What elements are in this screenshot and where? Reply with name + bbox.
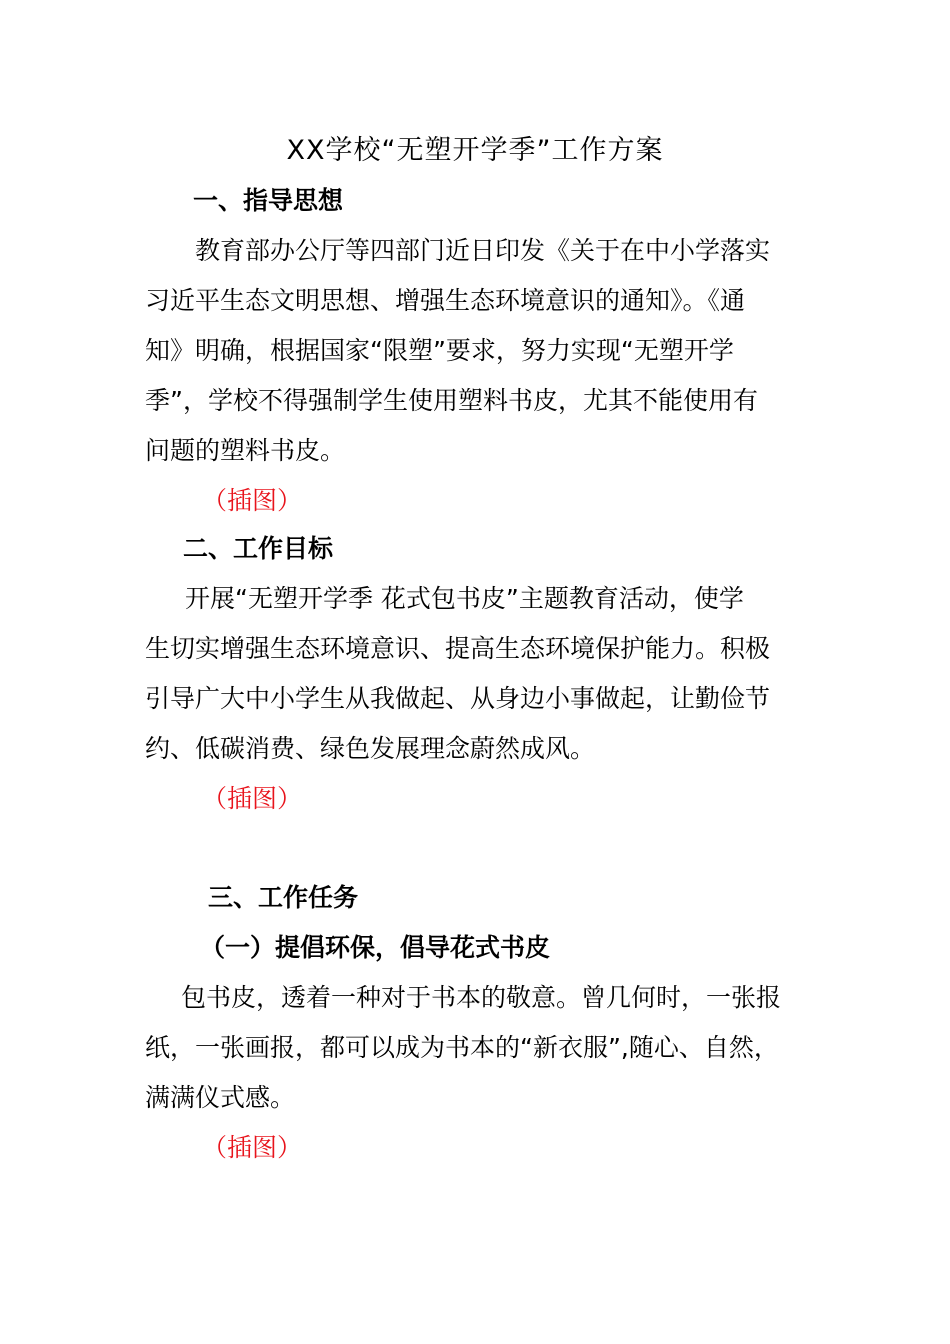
section-heading-work-goals: 二、工作目标 — [183, 534, 334, 563]
paragraph-line: 知》明确，根据国家“限塑”要求，努力实现“无塑开学 — [145, 336, 734, 365]
paragraph-line: 纸，一张画报，都可以成为书本的“新衣服”,随心、自然， — [145, 1033, 779, 1062]
figure-placeholder-note: （插图） — [202, 486, 303, 515]
section-paragraph-guiding-ideology — [145, 226, 835, 476]
paragraph-line: 教育部办公厅等四部门近日印发《关于在中小学落实 — [195, 236, 771, 265]
subsection-heading-eco-book-covers: （一）提倡环保，倡导花式书皮 — [200, 933, 551, 962]
paragraph-line: 引导广大中小学生从我做起、从身边小事做起，让勤俭节 — [145, 684, 771, 713]
paragraph-line: 季”，学校不得强制学生使用塑料书皮，尤其不能使用有 — [145, 386, 758, 415]
paragraph-line: 生切实增强生态环境意识、提高生态环境保护能力。积极 — [145, 634, 771, 663]
section-paragraph-work-tasks — [145, 973, 835, 1123]
document-title: XX学校“无塑开学季”工作方案 — [286, 135, 664, 166]
paragraph-line: 开展“无塑开学季 花式包书皮”主题教育活动，使学 — [185, 584, 744, 613]
figure-placeholder-note: （插图） — [202, 784, 303, 813]
figure-placeholder-note: （插图） — [202, 1133, 303, 1162]
paragraph-line: 习近平生态文明思想、增强生态环境意识的通知》。《通 — [145, 286, 746, 315]
paragraph-line: 包书皮，透着一种对于书本的敬意。曾几何时，一张报 — [181, 983, 782, 1012]
section-paragraph-work-goals — [145, 574, 835, 774]
paragraph-line: 约、低碳消费、绿色发展理念蔚然成风。 — [145, 734, 596, 763]
paragraph-line: 满满仪式感。 — [145, 1083, 296, 1112]
section-heading-guiding-ideology: 一、指导思想 — [193, 186, 344, 215]
paragraph-line: 问题的塑料书皮。 — [145, 436, 346, 465]
section-heading-work-tasks: 三、工作任务 — [208, 883, 359, 912]
